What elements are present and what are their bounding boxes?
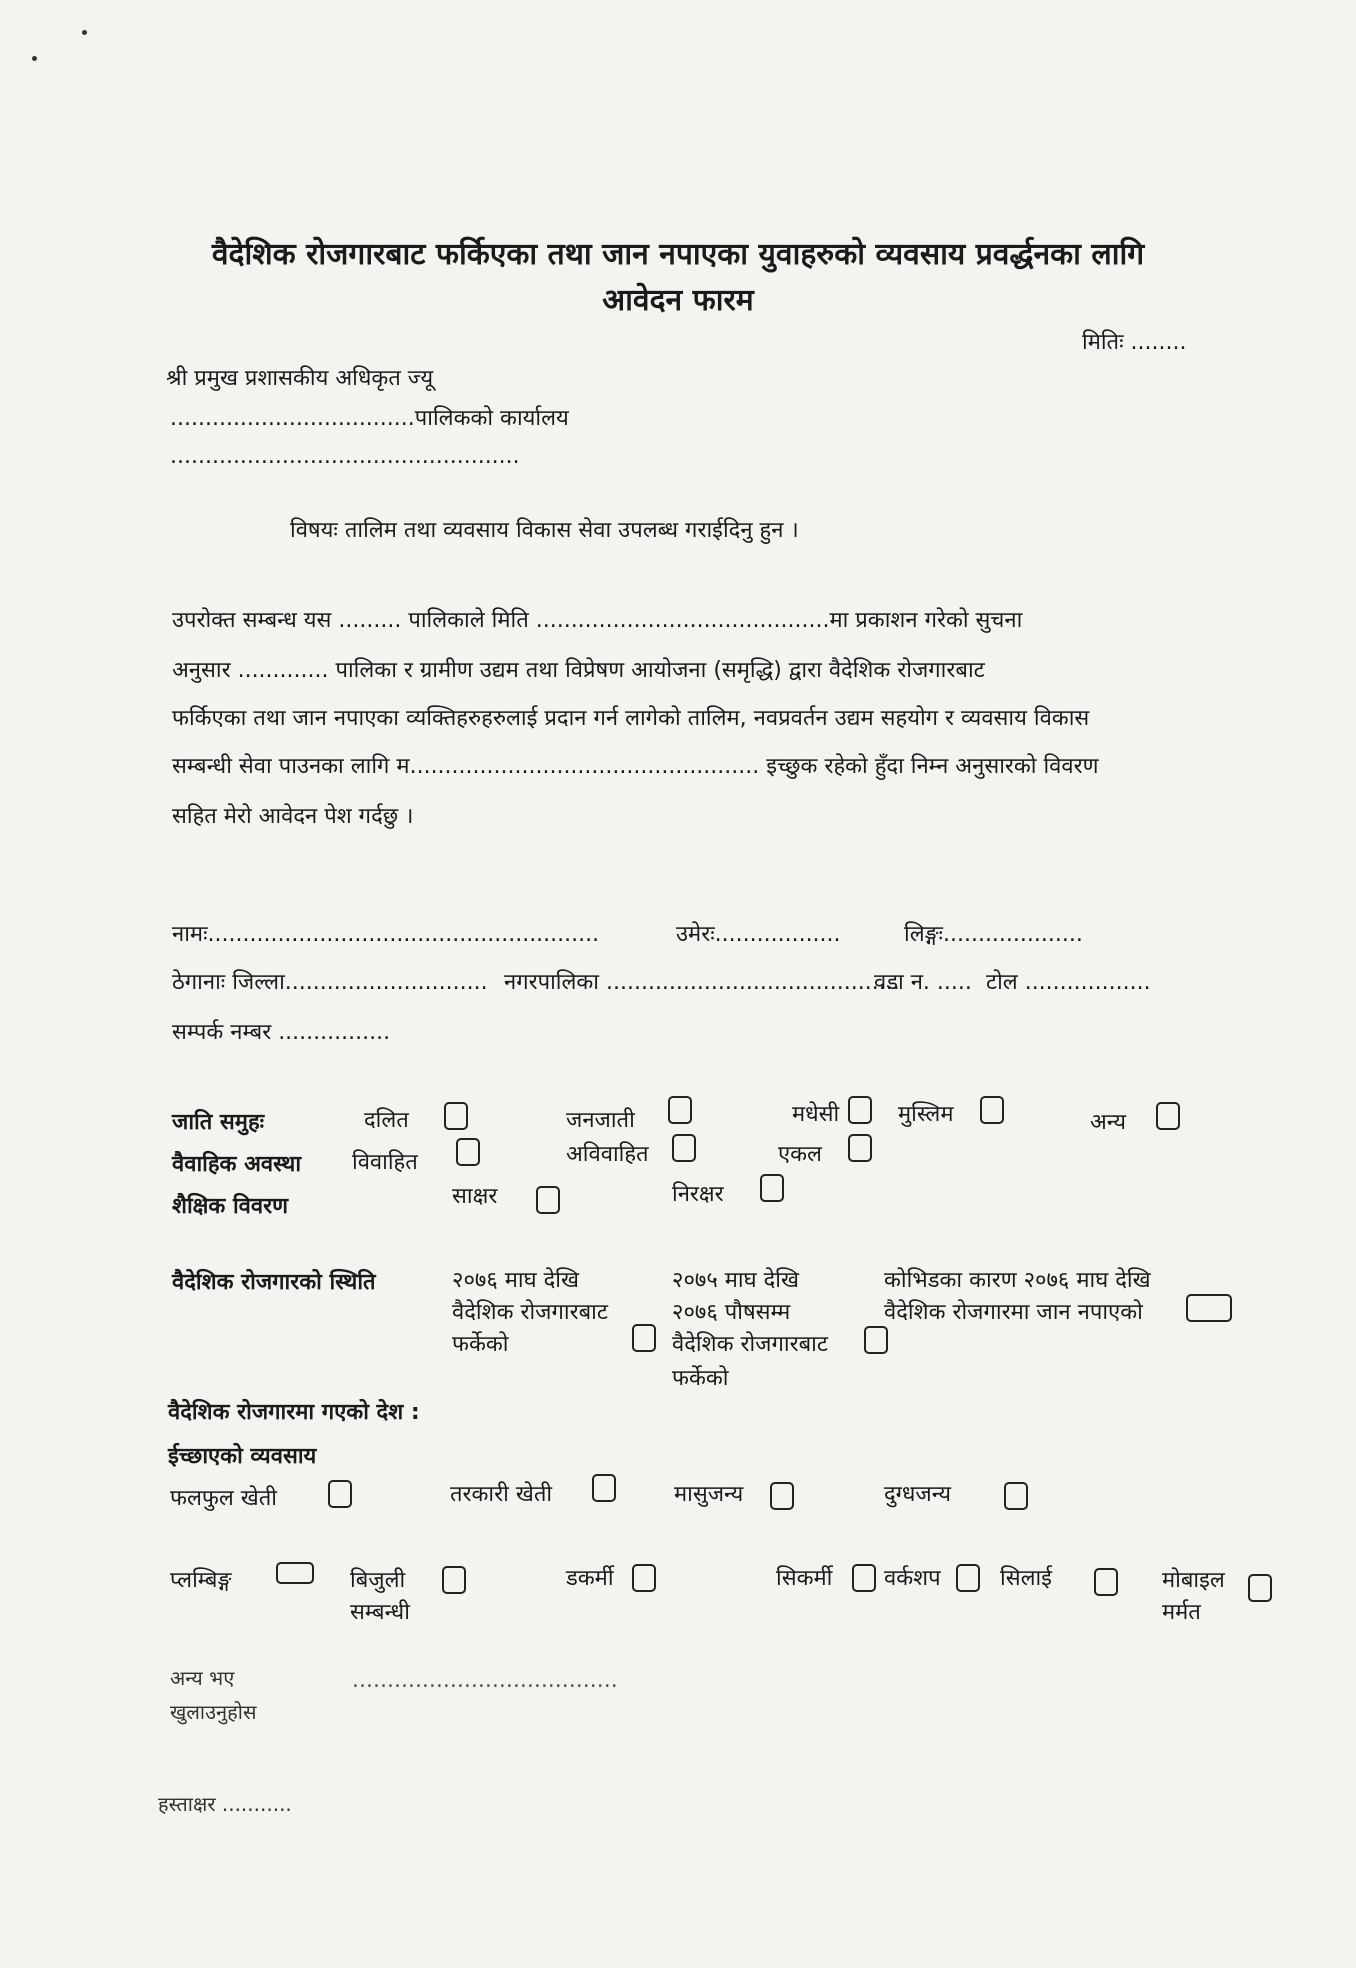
education-illiterate-checkbox[interactable] bbox=[760, 1174, 784, 1202]
employment-opt2-line1: २०७५ माघ देखि bbox=[672, 1268, 799, 1293]
employment-opt1-line3: फर्केको bbox=[452, 1332, 509, 1357]
business-meat-checkbox[interactable] bbox=[770, 1482, 794, 1510]
employment-opt1-line1: २०७६ माघ देखि bbox=[452, 1268, 579, 1293]
business-electric-checkbox[interactable] bbox=[442, 1566, 466, 1594]
body-line-1: उपरोक्त सम्बन्ध यस ......... पालिकाले मिति ..........................................मा प्रकाशन गरेको सुचना bbox=[172, 608, 1023, 633]
business-carpenter-checkbox[interactable] bbox=[852, 1564, 876, 1592]
speck bbox=[82, 30, 87, 35]
signature-field[interactable]: हस्ताक्षर ........... bbox=[158, 1792, 292, 1816]
business-carpenter-label: सिकर्मी bbox=[776, 1566, 833, 1591]
age-field[interactable]: उमेरः.................. bbox=[676, 922, 841, 947]
business-dairy-label: दुग्धजन्य bbox=[884, 1482, 951, 1507]
employment-opt3-line2: वैदेशिक रोजगारमा जान नपाएको bbox=[884, 1300, 1143, 1325]
business-tailoring-label: सिलाई bbox=[1000, 1566, 1052, 1591]
name-field[interactable]: नामः........................................................ bbox=[172, 922, 600, 947]
business-dairy-checkbox[interactable] bbox=[1004, 1482, 1028, 1510]
education-option-literate: साक्षर bbox=[452, 1184, 498, 1209]
addressee: श्री प्रमुख प्रशासकीय अधिकृत ज्यू bbox=[166, 366, 434, 391]
ward-field[interactable]: वडा न. ..... bbox=[874, 970, 972, 995]
tole-field[interactable]: टोल .................. bbox=[986, 970, 1151, 995]
subject: विषयः तालिम तथा व्यवसाय विकास सेवा उपलब्ध गराईदिनु हुन । bbox=[290, 518, 799, 543]
employment-opt2-line2: २०७६ पौषसम्म bbox=[672, 1300, 791, 1325]
caste-option-madhesi: मधेसी bbox=[792, 1102, 840, 1127]
other-label-2: खुलाउनुहोस bbox=[170, 1700, 257, 1724]
marital-label: वैवाहिक अवस्था bbox=[172, 1152, 302, 1177]
business-fruit-farming-checkbox[interactable] bbox=[328, 1480, 352, 1508]
body-line-2: अनुसार ............. पालिका र ग्रामीण उद्यम तथा विप्रेषण आयोजना (समृद्धि) द्वारा वैदेशिक रोजगारबाट bbox=[172, 658, 985, 683]
country-label: वैदेशिक रोजगारमा गएको देश : bbox=[168, 1400, 420, 1425]
business-workshop-label: वर्कशप bbox=[884, 1566, 941, 1591]
contact-field[interactable]: सम्पर्क नम्बर ................ bbox=[172, 1020, 391, 1045]
office-address-line: .................................................. bbox=[170, 444, 520, 469]
body-line-3: फर्किएका तथा जान नपाएका व्यक्तिहरुहरुलाई प्रदान गर्न लागेको तालिम, नवप्रवर्तन उद्यम सहयोग र व्यवसाय विकास bbox=[172, 706, 1090, 731]
employment-could-not-go-checkbox[interactable] bbox=[1186, 1294, 1232, 1322]
body-line-5: सहित मेरो आवेदन पेश गर्दछु । bbox=[172, 804, 414, 829]
municipality-field[interactable]: नगरपालिका .......................................... bbox=[504, 970, 900, 995]
caste-option-dalit: दलित bbox=[364, 1108, 409, 1133]
business-meat-label: मासुजन्य bbox=[674, 1482, 744, 1507]
business-label: ईच्छाएको व्यवसाय bbox=[168, 1444, 317, 1469]
marital-single-checkbox[interactable] bbox=[848, 1134, 872, 1162]
body-line-4: सम्बन्धी सेवा पाउनका लागि म.................................................. इच्छुक रहेको हुँदा निम्न अनुसारको विवरण bbox=[172, 754, 1099, 779]
business-workshop-checkbox[interactable] bbox=[956, 1564, 980, 1592]
employment-label: वैदेशिक रोजगारको स्थिति bbox=[172, 1270, 376, 1295]
caste-muslim-checkbox[interactable] bbox=[980, 1096, 1004, 1124]
district-field[interactable]: ठेगानाः जिल्ला............................. bbox=[172, 970, 488, 995]
business-fruit-farming-label: फलफुल खेती bbox=[170, 1486, 277, 1511]
marital-married-checkbox[interactable] bbox=[456, 1138, 480, 1166]
business-mason-label: डकर्मी bbox=[566, 1566, 614, 1591]
business-mobile-checkbox[interactable] bbox=[1248, 1574, 1272, 1602]
caste-label: जाति समुहः bbox=[172, 1110, 265, 1135]
business-electric-label-1: बिजुली bbox=[350, 1568, 406, 1593]
caste-janajati-checkbox[interactable] bbox=[668, 1096, 692, 1124]
education-option-illiterate: निरक्षर bbox=[672, 1182, 724, 1207]
caste-other-checkbox[interactable] bbox=[1156, 1102, 1180, 1130]
gender-field[interactable]: लिङ्गः.................... bbox=[904, 922, 1083, 947]
business-vegetable-farming-checkbox[interactable] bbox=[592, 1474, 616, 1502]
business-mobile-label-2: मर्मत bbox=[1162, 1600, 1201, 1625]
marital-option-married: विवाहित bbox=[352, 1150, 418, 1175]
business-tailoring-checkbox[interactable] bbox=[1094, 1568, 1118, 1596]
business-plumbing-checkbox[interactable] bbox=[276, 1562, 314, 1584]
employment-opt2-line4: फर्केको bbox=[672, 1366, 729, 1391]
business-mason-checkbox[interactable] bbox=[632, 1564, 656, 1592]
caste-option-other: अन्य bbox=[1090, 1110, 1127, 1135]
caste-option-janajati: जनजाती bbox=[566, 1108, 635, 1133]
other-input-line[interactable]: ...................................... bbox=[352, 1668, 618, 1693]
marital-option-unmarried: अविवाहित bbox=[566, 1142, 649, 1167]
education-label: शैक्षिक विवरण bbox=[172, 1194, 289, 1219]
office-line: ...................................पालिकको कार्यालय bbox=[170, 406, 569, 431]
business-plumbing-label: प्लम्बिङ्ग bbox=[170, 1568, 232, 1593]
marital-unmarried-checkbox[interactable] bbox=[672, 1134, 696, 1162]
business-electric-label-2: सम्बन्धी bbox=[350, 1600, 410, 1625]
form-title-line1: वैदेशिक रोजगारबाट फर्किएका तथा जान नपाएका युवाहरुको व्यवसाय प्रवर्द्धनका लागि bbox=[211, 237, 1145, 272]
employment-returned-2075-2076-checkbox[interactable] bbox=[864, 1326, 888, 1354]
marital-option-single: एकल bbox=[778, 1142, 822, 1167]
employment-returned-after-2076-checkbox[interactable] bbox=[632, 1324, 656, 1352]
employment-opt2-line3: वैदेशिक रोजगारबाट bbox=[672, 1332, 828, 1357]
caste-option-muslim: मुस्लिम bbox=[898, 1102, 954, 1127]
employment-opt3-line1: कोभिडका कारण २०७६ माघ देखि bbox=[884, 1268, 1151, 1293]
date-field: मितिः ........ bbox=[1082, 330, 1187, 355]
education-literate-checkbox[interactable] bbox=[536, 1186, 560, 1214]
other-label-1: अन्य भए bbox=[170, 1666, 235, 1690]
employment-opt1-line2: वैदेशिक रोजगारबाट bbox=[452, 1300, 608, 1325]
business-mobile-label-1: मोबाइल bbox=[1162, 1568, 1225, 1593]
caste-dalit-checkbox[interactable] bbox=[444, 1102, 468, 1130]
speck bbox=[32, 56, 37, 61]
business-vegetable-farming-label: तरकारी खेती bbox=[450, 1482, 553, 1507]
form-title-line2: आवेदन फारम bbox=[602, 283, 754, 318]
caste-madhesi-checkbox[interactable] bbox=[848, 1096, 872, 1124]
